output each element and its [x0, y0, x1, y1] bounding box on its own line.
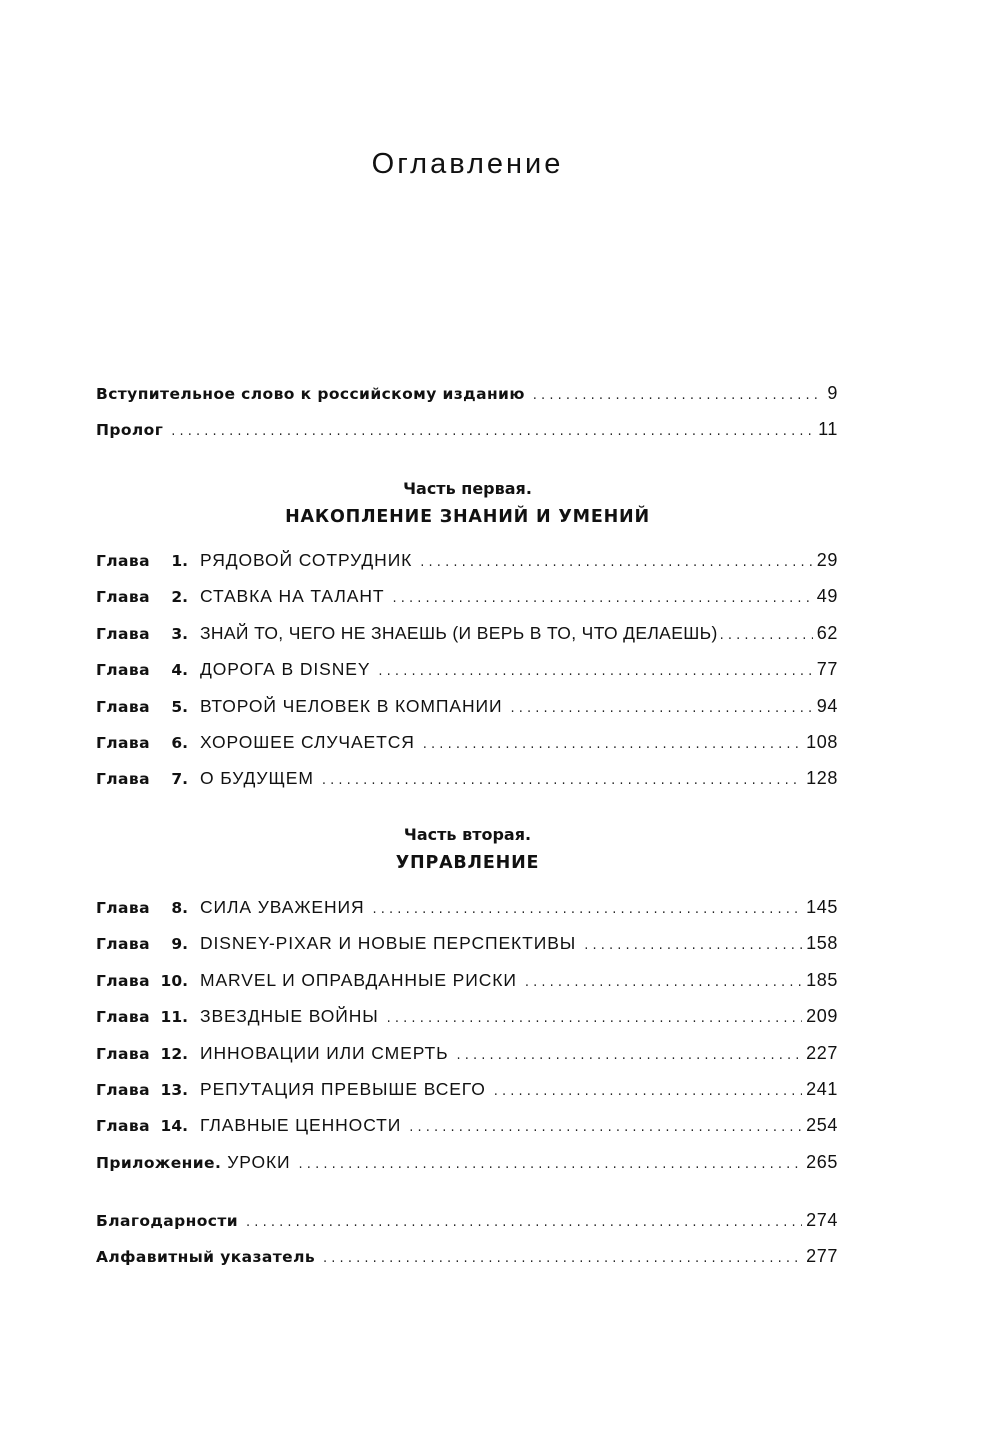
- entry-label: Благодарности: [96, 1212, 239, 1230]
- dot-leader: [720, 618, 813, 654]
- chapter-word: Глава: [96, 552, 150, 570]
- dot-leader: [510, 691, 812, 727]
- chapter-title: РЕПУТАЦИЯ ПРЕВЫШЕ ВСЕГО: [200, 1078, 486, 1099]
- page-number: 62: [816, 622, 838, 643]
- chapter-word: Глава: [96, 697, 150, 716]
- chapter-word: Глава: [96, 971, 150, 990]
- chapter-word: Глава: [96, 935, 150, 954]
- chapter-title: ЗВЕЗДНЫЕ ВОЙНЫ: [200, 1006, 379, 1027]
- part-heading-2: [0, 822, 935, 878]
- toc-front: [96, 375, 838, 448]
- page-number: 108: [806, 731, 838, 752]
- toc-entry-chapter[interactable]: [96, 542, 838, 578]
- toc-entry-chapter[interactable]: [96, 651, 838, 687]
- chapter-title: ГЛАВНЫЕ ЦЕННОСТИ: [200, 1115, 402, 1136]
- page-number: 9: [827, 383, 838, 403]
- toc-entry-chapter[interactable]: [96, 688, 838, 724]
- dot-leader: [373, 892, 803, 928]
- dot-leader: [299, 1147, 803, 1183]
- page-number: 265: [806, 1151, 838, 1172]
- dot-leader: [525, 965, 802, 1001]
- toc-part-1: [96, 542, 838, 797]
- page-number: 274: [806, 1210, 838, 1230]
- toc-entry-chapter[interactable]: [96, 998, 838, 1034]
- dot-leader: [420, 545, 812, 581]
- page-number: 128: [806, 768, 838, 789]
- chapter-number: 7.: [171, 770, 188, 789]
- dot-leader: [533, 378, 824, 414]
- toc-entry-prologue[interactable]: [96, 411, 838, 447]
- dot-leader: [171, 414, 814, 450]
- chapter-word: Глава: [96, 899, 150, 917]
- chapter-word: Глава: [96, 1008, 150, 1027]
- chapter-title: MARVEL И ОПРАВДАННЫЕ РИСКИ: [200, 969, 517, 990]
- page-number: 145: [806, 897, 838, 917]
- dot-leader: [323, 1241, 802, 1277]
- chapter-word: Глава: [96, 733, 150, 752]
- toc-entry-chapter[interactable]: [96, 1107, 838, 1143]
- toc-entry-acknowledgements[interactable]: [96, 1202, 838, 1238]
- chapter-number: 11.: [160, 1008, 188, 1027]
- dot-leader: [584, 928, 802, 964]
- toc-entry-chapter[interactable]: [96, 1035, 838, 1071]
- part-name: УПРАВЛЕНИЕ: [395, 853, 540, 873]
- page-number: 185: [806, 969, 838, 990]
- dot-leader: [392, 581, 812, 617]
- chapter-word: Глава: [96, 1044, 150, 1063]
- chapter-title: ИННОВАЦИИ ИЛИ СМЕРТЬ: [200, 1042, 449, 1063]
- entry-label: Вступительное слово к российскому изданию: [96, 385, 525, 403]
- dot-leader: [387, 1001, 803, 1037]
- chapter-number: 1.: [171, 552, 188, 570]
- page-number: 158: [806, 933, 838, 954]
- chapter-number: 6.: [171, 733, 188, 752]
- page-number: 11: [818, 419, 838, 440]
- toc-entry-appendix[interactable]: [96, 1144, 838, 1180]
- chapter-word: Глава: [96, 770, 150, 789]
- toc-entry-chapter[interactable]: [96, 925, 838, 961]
- toc-entry-chapter[interactable]: [96, 962, 838, 998]
- chapter-number: 2.: [171, 588, 188, 607]
- page-number: 209: [806, 1006, 838, 1027]
- page-number: 277: [806, 1246, 838, 1267]
- toc-entry-chapter[interactable]: [96, 578, 838, 614]
- appendix-label: Приложение.: [96, 1153, 222, 1172]
- toc-entry-chapter[interactable]: [96, 889, 838, 925]
- part-subtitle: Часть вторая.: [403, 825, 532, 844]
- toc-entry-chapter[interactable]: [96, 615, 838, 651]
- dot-leader: [456, 1038, 802, 1074]
- chapter-number: 13.: [160, 1080, 188, 1099]
- part-name: НАКОПЛЕНИЕ ЗНАНИЙ И УМЕНИЙ: [285, 507, 650, 527]
- toc-back: [96, 1202, 838, 1275]
- toc-entry-index[interactable]: [96, 1238, 838, 1274]
- chapter-word: Глава: [96, 1080, 150, 1099]
- page-number: 77: [816, 659, 838, 680]
- page-number: 49: [816, 586, 838, 607]
- chapter-number: 5.: [171, 697, 188, 716]
- chapter-title: ЗНАЙ ТО, ЧЕГО НЕ ЗНАЕШЬ (И ВЕРЬ В ТО, ЧТО ДЕЛАЕШЬ): [200, 622, 718, 643]
- chapter-number: 4.: [171, 661, 188, 680]
- page-number: 227: [806, 1042, 838, 1063]
- chapter-number: 14.: [160, 1117, 188, 1136]
- dot-leader: [494, 1074, 802, 1110]
- toc-part-2: [96, 889, 838, 1180]
- page-number: 94: [816, 695, 838, 716]
- entry-label: Алфавитный указатель: [96, 1248, 316, 1267]
- dot-leader: [246, 1205, 802, 1241]
- chapter-number: 12.: [160, 1044, 188, 1063]
- chapter-title: СИЛА УВАЖЕНИЯ: [200, 897, 365, 917]
- chapter-word: Глава: [96, 588, 150, 607]
- chapter-word: Глава: [96, 624, 150, 643]
- dot-leader: [423, 727, 802, 763]
- toc-entry-chapter[interactable]: [96, 724, 838, 760]
- entry-label: Пролог: [96, 421, 164, 440]
- chapter-title: О БУДУЩЕМ: [200, 768, 314, 789]
- page-title: Оглавление: [371, 148, 564, 180]
- chapter-title: РЯДОВОЙ СОТРУДНИК: [200, 550, 413, 570]
- toc-entry-chapter[interactable]: [96, 760, 838, 796]
- chapter-title: ДОРОГА В DISNEY: [200, 659, 371, 680]
- chapter-title: СТАВКА НА ТАЛАНТ: [200, 586, 385, 607]
- page-number: 254: [806, 1115, 838, 1136]
- chapter-number: 10.: [160, 971, 188, 990]
- part-heading-1: [0, 476, 935, 532]
- chapter-title: DISNEY-PIXAR И НОВЫЕ ПЕРСПЕКТИВЫ: [200, 933, 577, 954]
- part-subtitle: Часть первая.: [403, 479, 532, 498]
- toc-entry-foreword[interactable]: [96, 375, 838, 411]
- chapter-word: Глава: [96, 1117, 150, 1136]
- appendix-title: УРОКИ: [227, 1151, 291, 1172]
- page-number: 29: [816, 550, 838, 570]
- dot-leader: [378, 654, 812, 690]
- dot-leader: [409, 1110, 802, 1146]
- dot-leader: [322, 763, 802, 799]
- chapter-title: ХОРОШЕЕ СЛУЧАЕТСЯ: [200, 731, 415, 752]
- chapter-number: 3.: [171, 624, 188, 643]
- chapter-number: 9.: [171, 935, 188, 954]
- page-number: 241: [806, 1078, 838, 1099]
- chapter-number: 8.: [171, 899, 188, 917]
- chapter-title: ВТОРОЙ ЧЕЛОВЕК В КОМПАНИИ: [200, 695, 503, 716]
- chapter-word: Глава: [96, 661, 150, 680]
- toc-entry-chapter[interactable]: [96, 1071, 838, 1107]
